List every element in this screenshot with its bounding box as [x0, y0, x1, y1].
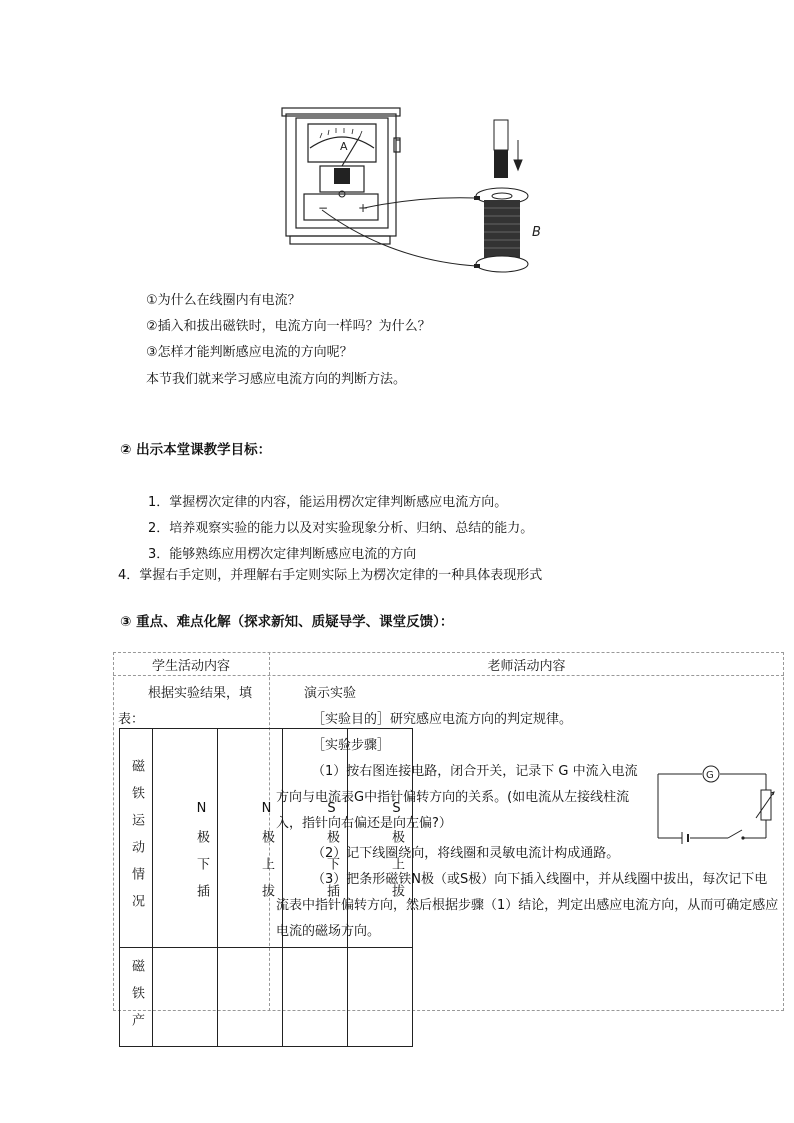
goal-3: 3．能够熟练应用楞次定律判断感应电流的方向 — [148, 547, 417, 562]
inner-cell-empty[interactable] — [153, 948, 218, 1047]
battery-symbol — [682, 832, 688, 844]
terminal-plus: + — [358, 201, 369, 215]
step-2: （2）记下线圈绕向，将线圈和灵敏电流计构成通路。 — [312, 846, 620, 861]
inner-col-n-pull: N极上拔 — [218, 729, 283, 948]
wire-upper — [364, 198, 476, 208]
intro-text: 本节我们就来学习感应电流方向的判断方法。 — [146, 372, 407, 387]
question-3: ③怎样才能判断感应电流的方向呢？ — [146, 345, 353, 360]
meter-core — [334, 168, 350, 184]
rheostat-symbol — [756, 790, 774, 820]
demo-title: 演示实验 — [304, 686, 357, 701]
switch-contact — [741, 836, 744, 839]
terminal-minus: − — [318, 201, 329, 215]
step-3: （3）把条形磁铁N极（或S极）向下插入线圈中，并从线圈中拔出，每次记下电流表中指针偏转方向，然后根据步骤（1）结论，判定出感应电流方向，从而可确定感应电流的磁场方向。 — [276, 872, 779, 939]
coil — [474, 188, 528, 272]
goal-1: 1．掌握楞次定律的内容，能运用楞次定律判断感应电流方向。 — [148, 495, 508, 510]
wire-lower — [322, 210, 476, 266]
steps-title: ［实验步骤］ — [312, 738, 391, 753]
inner-col-s-pull: S极上拔 — [348, 729, 413, 948]
galvanometer-label: G — [706, 770, 714, 781]
inner-cell-empty[interactable] — [348, 948, 413, 1047]
inner-cell-empty[interactable] — [283, 948, 348, 1047]
question-1: ①为什么在线圈内有电流？ — [146, 293, 301, 308]
inner-col-s-insert: S极下插 — [283, 729, 348, 948]
section3-title: ③ 重点、难点化解（探求新知、质疑导学、课堂反馈）： — [120, 614, 454, 630]
purpose-text: ［实验目的］研究感应电流方向的判定规律。 — [312, 712, 573, 727]
inner-row1-label: 磁铁运动情况 — [120, 729, 153, 948]
inner-col-n-insert: N极下插 — [153, 729, 218, 948]
bar-magnet — [494, 120, 508, 178]
table-header-divider — [113, 675, 784, 676]
student-instruction: 根据实验结果，填表： — [118, 686, 253, 727]
circuit-diagram — [652, 760, 776, 844]
col2-header: 老师活动内容 — [487, 659, 566, 674]
col1-header: 学生活动内容 — [151, 659, 230, 674]
down-arrow-icon — [514, 140, 522, 170]
inner-row2-label: 磁铁产 — [120, 948, 153, 1047]
goal-2: 2．培养观察实验的能力以及对实验现象分析、归纳、总结的能力。 — [148, 521, 534, 536]
goal-4: 4．掌握右手定则，并理解右手定则实际上为楞次定律的一种具体表现形式 — [118, 568, 543, 583]
meter-letter: A — [340, 140, 348, 153]
section2-title: ② 出示本堂课教学目标： — [120, 442, 272, 458]
question-2: ②插入和拔出磁铁时，电流方向一样吗？为什么？ — [146, 319, 431, 334]
inner-cell-empty[interactable] — [218, 948, 283, 1047]
coil-label: B — [532, 225, 541, 240]
apparatus-figure — [280, 100, 560, 280]
step-1: （1）按右图连接电路，闭合开关，记录下 G 中流入电流方向与电流表G中指针偏转方向的关系。(如电流从左接线柱流入，指针向右偏还是向左偏?） — [276, 764, 638, 831]
